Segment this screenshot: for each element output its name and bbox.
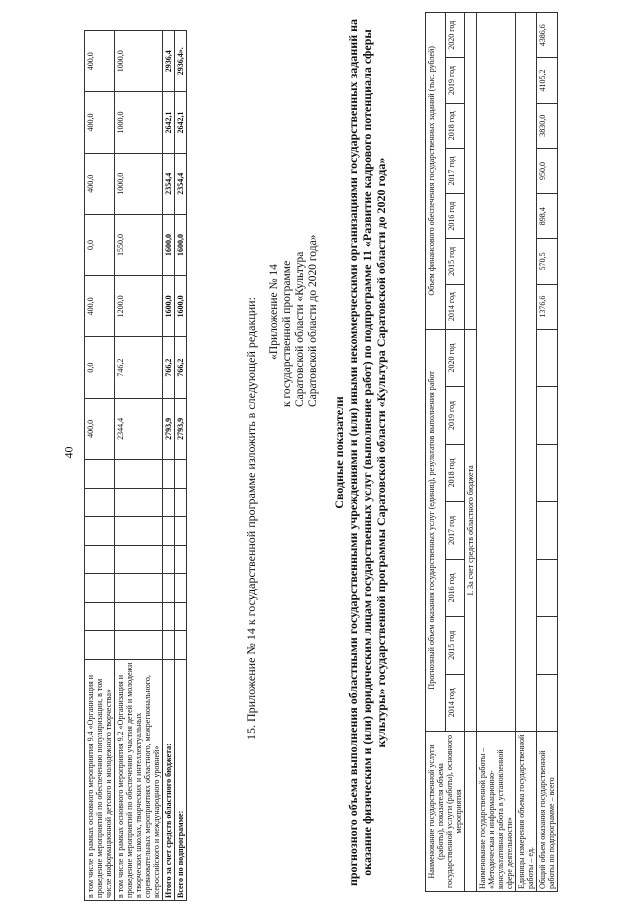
year-header: 2017 год bbox=[445, 148, 465, 193]
value-cell: 950,0 bbox=[537, 148, 558, 193]
value-cell: 746,2 bbox=[115, 337, 163, 398]
empty-cell bbox=[85, 459, 115, 488]
value-cell: 1200,0 bbox=[115, 276, 163, 337]
empty-cell bbox=[465, 732, 477, 892]
empty-cell bbox=[85, 488, 115, 517]
value-cell bbox=[537, 329, 558, 387]
empty-cell bbox=[175, 602, 187, 631]
row-name: Наименование государственной работы – «Методическая и информационно-консультативная работа в установленной сфере деятельности» bbox=[477, 732, 516, 892]
empty-cell bbox=[175, 459, 187, 488]
value-cell: 2642,1 bbox=[175, 92, 187, 153]
value-cell: 766,2 bbox=[175, 337, 187, 398]
value-cell: 4105,2 bbox=[537, 58, 558, 103]
year-header: 2015 год bbox=[445, 239, 465, 284]
heading-line2: прогнозного объема выполнения областными государственными учреждениями и (или) иными некоммерческими организациями государственных заданий на оказание физическим и (или) юридическим лицам государственных услуг (выполнение работ) по подпрограмме 11 «Развитие кадрового потенциала сферы культуры» государственной программы Саратовской области «Культура Саратовской области до 2020 года» bbox=[346, 18, 388, 887]
year-header: 2018 год bbox=[445, 444, 465, 501]
value-cell: 2936,4». bbox=[175, 31, 187, 92]
empty-cell bbox=[163, 459, 175, 488]
top-financing-table bbox=[84, 30, 187, 901]
empty-cell bbox=[85, 517, 115, 546]
empty-cell bbox=[85, 545, 115, 574]
empty-cell bbox=[163, 545, 175, 574]
empty-cell bbox=[115, 488, 163, 517]
empty-cell bbox=[115, 574, 163, 603]
value-cell bbox=[537, 444, 558, 501]
value-cell: 400,0 bbox=[85, 92, 115, 153]
year-header: 2014 год bbox=[445, 284, 465, 329]
empty-cell bbox=[163, 631, 175, 660]
value-cell: 570,5 bbox=[537, 239, 558, 284]
value-cell: 1000,0 bbox=[115, 31, 163, 92]
value-cell: 898,4 bbox=[537, 194, 558, 239]
empty-cell bbox=[115, 602, 163, 631]
year-header: 2016 год bbox=[445, 559, 465, 616]
section-heading bbox=[332, 0, 388, 905]
empty-cell bbox=[115, 631, 163, 660]
empty-cell bbox=[115, 459, 163, 488]
value-cell: 4386,6 bbox=[537, 13, 558, 58]
value-cell: 1000,0 bbox=[115, 92, 163, 153]
year-header: 2014 год bbox=[445, 674, 465, 731]
volume-group-header: Прогнозный объем оказания государственных услуг (единиц), результатов выполнения работ bbox=[426, 329, 446, 731]
appendix-text: к государственной программе Саратовской области «Культура Саратовской области до 2020 года» bbox=[281, 234, 319, 407]
year-header: 2018 год bbox=[445, 103, 465, 148]
heading-line1: Сводные показатели bbox=[332, 396, 346, 509]
value-cell: 400,0 bbox=[85, 153, 115, 214]
table-row bbox=[516, 13, 537, 892]
empty-cell bbox=[115, 545, 163, 574]
value-cell bbox=[537, 387, 558, 444]
empty-cell bbox=[516, 13, 537, 732]
empty-cell bbox=[115, 517, 163, 546]
value-cell bbox=[537, 617, 558, 674]
empty-cell bbox=[85, 631, 115, 660]
table-row bbox=[175, 31, 187, 901]
value-cell: 400,0 bbox=[85, 276, 115, 337]
empty-cell bbox=[85, 602, 115, 631]
value-cell bbox=[537, 502, 558, 559]
row-name: Общий объем оказания государственной работы по подпрограмме – всего bbox=[537, 732, 558, 892]
value-cell: 1600,0 bbox=[163, 276, 175, 337]
table-row bbox=[85, 31, 115, 901]
empty-cell bbox=[163, 488, 175, 517]
value-cell: 1000,0 bbox=[115, 153, 163, 214]
year-header: 2015 год bbox=[445, 617, 465, 674]
value-cell: 2354,4 bbox=[175, 153, 187, 214]
finance-group-header: Объем финансового обеспечения государственных заданий (тыс. рублей) bbox=[426, 13, 446, 330]
page-number: 40 bbox=[61, 446, 76, 459]
appendix-header bbox=[268, 217, 320, 407]
empty-cell bbox=[175, 488, 187, 517]
value-cell: 0,0 bbox=[85, 214, 115, 275]
year-header: 2020 год bbox=[445, 13, 465, 58]
value-cell: 1600,0 bbox=[175, 276, 187, 337]
item-15-text: 15. Приложение № 14 к государственной программе изложить в следующей редакции: bbox=[244, 297, 258, 740]
empty-cell bbox=[465, 13, 477, 330]
row-description: Всего по подпрограмме: bbox=[175, 660, 187, 901]
year-header: 2016 год bbox=[445, 194, 465, 239]
appendix-title: «Приложение № 14 bbox=[268, 264, 280, 360]
value-cell: 0,0 bbox=[85, 337, 115, 398]
value-cell bbox=[537, 559, 558, 616]
empty-cell bbox=[477, 13, 516, 732]
empty-cell bbox=[163, 517, 175, 546]
value-cell: 400,0 bbox=[85, 398, 115, 459]
value-cell: 2642,1 bbox=[163, 92, 175, 153]
empty-cell bbox=[175, 545, 187, 574]
year-header: 2019 год bbox=[445, 387, 465, 444]
value-cell: 1600,0 bbox=[163, 214, 175, 275]
table-row bbox=[477, 13, 516, 892]
value-cell: 2354,4 bbox=[163, 153, 175, 214]
row-description: в том числе в рамках основного мероприятия 9.2 «Организация и проведение мероприятий по обеспечению участия детей и молодежи в творческих школах, творческих и интеллектуальных соревновательных мероприятиях областного, межрегионального, всероссийского и международного уровней» bbox=[115, 660, 163, 901]
row-name: Единицы измерения объема государственной работы – ед. bbox=[516, 732, 537, 892]
table-row bbox=[163, 31, 175, 901]
section-title: I. За счет средств областного бюджета bbox=[465, 329, 477, 731]
empty-cell bbox=[175, 517, 187, 546]
value-cell: 1550,0 bbox=[115, 214, 163, 275]
value-cell: 766,2 bbox=[163, 337, 175, 398]
value-cell: 3830,0 bbox=[537, 103, 558, 148]
value-cell bbox=[537, 674, 558, 731]
value-cell: 2936,4 bbox=[163, 31, 175, 92]
year-header: 2019 год bbox=[445, 58, 465, 103]
year-header: 2017 год bbox=[445, 502, 465, 559]
row-description: Итого за счет средств областного бюджета: bbox=[163, 660, 175, 901]
value-cell: 2793,9 bbox=[175, 398, 187, 459]
year-header: 2020 год bbox=[445, 329, 465, 387]
row-description: в том числе в рамках основного мероприятия 9.4 «Организация и проведение мероприятий по обеспечению популяризации, в том числе информационной детского и молодежного творчества» bbox=[85, 660, 115, 901]
empty-cell bbox=[175, 631, 187, 660]
empty-cell bbox=[163, 574, 175, 603]
value-cell: 1376,6 bbox=[537, 284, 558, 329]
value-cell: 2793,9 bbox=[163, 398, 175, 459]
value-cell: 400,0 bbox=[85, 31, 115, 92]
summary-indicators-table bbox=[425, 12, 558, 892]
value-cell: 1600,0 bbox=[175, 214, 187, 275]
col-name-header: Наименование государственной услуги (работы), показателя объема государственной услуги (работы), основного мероприятия bbox=[426, 732, 465, 892]
table-row bbox=[115, 31, 163, 901]
value-cell: 2344,4 bbox=[115, 398, 163, 459]
empty-cell bbox=[175, 574, 187, 603]
empty-cell bbox=[163, 602, 175, 631]
empty-cell bbox=[85, 574, 115, 603]
table-row bbox=[537, 13, 558, 892]
